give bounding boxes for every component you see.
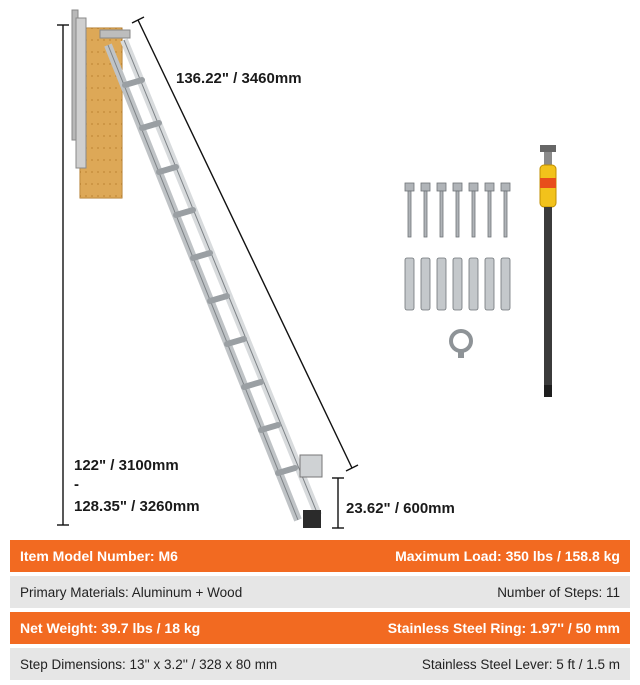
steel-ring <box>451 331 471 358</box>
spec-row <box>10 612 630 644</box>
spec-row <box>10 576 630 608</box>
bottom-length-label: 23.62" / 600mm <box>346 500 455 517</box>
lever-pole <box>540 145 556 397</box>
spec-row <box>10 648 630 680</box>
diagonal-length-label: 136.22" / 3460mm <box>176 70 302 87</box>
spec-row <box>10 540 630 572</box>
spec-right: Stainless Steel Ring: 1.97'' / 50 mm <box>387 620 620 636</box>
ladder <box>108 40 322 528</box>
spec-left: Primary Materials: Aluminum + Wood <box>20 584 243 600</box>
spec-left: Item Model Number: M6 <box>20 548 178 564</box>
anchors <box>405 258 510 310</box>
screws <box>405 183 510 237</box>
spec-right: Stainless Steel Lever: 5 ft / 1.5 m <box>421 656 620 672</box>
height-separator: - <box>74 476 79 493</box>
spec-right: Maximum Load: 350 lbs / 158.8 kg <box>395 548 620 564</box>
spec-left: Net Weight: 39.7 lbs / 18 kg <box>20 620 201 636</box>
height-max-label: 128.35" / 3260mm <box>74 498 200 515</box>
spec-left: Step Dimensions: 13'' x 3.2'' / 328 x 80 mm <box>20 656 278 672</box>
spec-table <box>10 540 630 684</box>
hatch-board <box>72 10 130 198</box>
height-min-label: 122" / 3100mm <box>74 457 179 474</box>
spec-right: Number of Steps: 11 <box>497 584 620 600</box>
